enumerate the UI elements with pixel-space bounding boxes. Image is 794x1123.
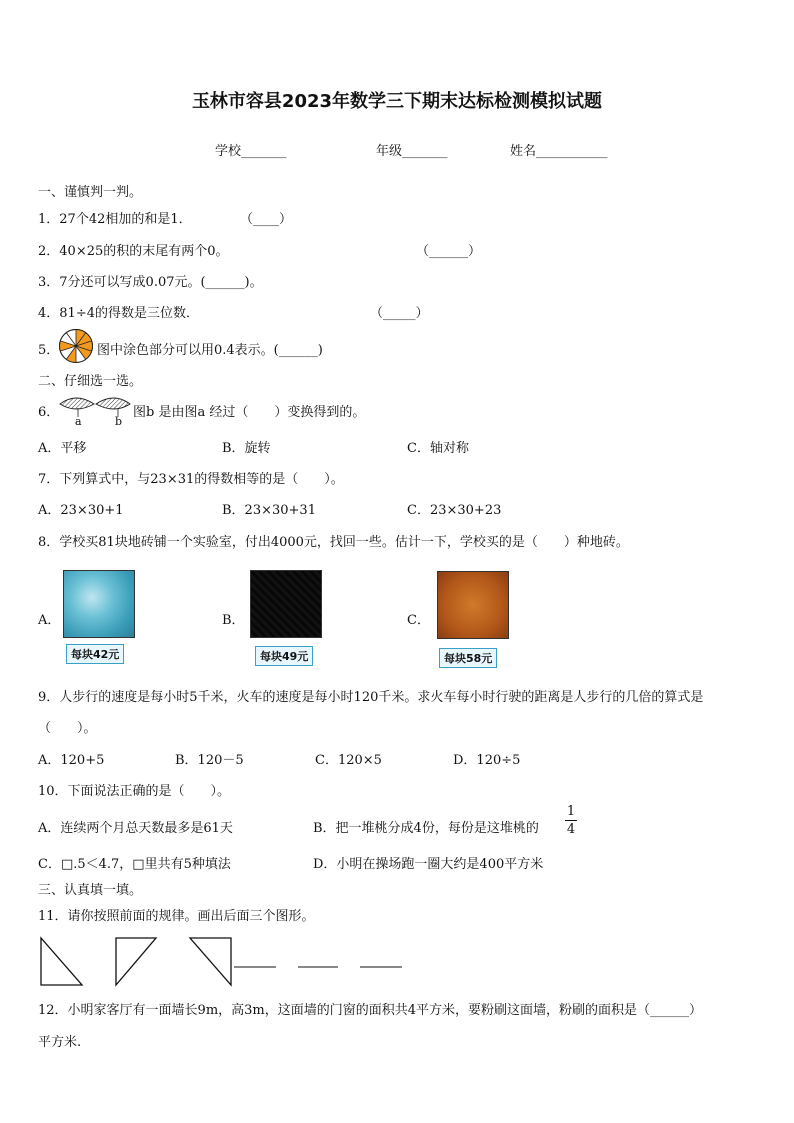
q8-option-c: C． [407,613,430,628]
fraction-numerator: 1 [566,804,576,819]
tile-a-price: 每块42元 [66,644,124,664]
question-9-blank: （ ）。 [38,721,97,736]
pie-figure [58,328,94,364]
q9-option-c: C．120×5 [315,753,382,768]
question-12-unit: 平方米. [38,1035,82,1050]
tile-c-price: 每块58元 [439,648,497,668]
question-4: 4．81÷4的得数是三位数． [38,306,199,321]
q9-option-d: D．120÷5 [453,753,521,768]
question-1-blank: （____） [240,212,293,227]
tile-a-image [63,570,135,638]
question-10: 10．下面说法正确的是（ ）。 [38,784,231,799]
tile-b-image [250,570,322,638]
q7-option-a: A．23×30+1 [38,503,124,518]
triangle-pattern [38,934,408,988]
question-2-blank: （______） [416,244,482,259]
fraction-one-quarter [565,804,577,837]
question-11: 11．请你按照前面的规律。画出后面三个图形。 [38,909,315,924]
question-8: 8．学校买81块地砖铺一个实验室，付出4000元，找回一些。估计一下，学校买的是（ ）种地砖。 [38,535,629,550]
section-1-heading: 一、谨慎判一判。 [38,185,143,200]
question-6: 图b 是由图a 经过（ ）变换得到的。 [133,405,366,420]
section-2-heading: 二、仔细选一选。 [38,374,143,389]
grade-field: 年级_______ [376,144,448,159]
q10-option-a: A．连续两个月总天数最多是61天 [38,821,233,836]
q8-option-a: A． [38,613,61,628]
question-7: 7．下列算式中，与23×31的得数相等的是（ ）。 [38,472,344,487]
question-5: 图中涂色部分可以用0.4表示。(______) [97,343,323,358]
section-3-heading: 三、认真填一填。 [38,883,143,898]
question-2: 2．40×25的积的末尾有两个0。 [38,244,229,259]
question-1: 1．27个42相加的和是1． [38,212,192,227]
name-field: 姓名___________ [510,144,608,159]
q6-option-c: C．轴对称 [407,441,469,456]
q10-option-d: D．小明在操场跑一圈大约是400平方米 [313,857,544,872]
figure-a-label: a [75,415,82,428]
question-9: 9．人步行的速度是每小时5千米，火车的速度是每小时120千米。求火车每小时行驶的距离是人步行的几倍的算式是 [38,690,704,705]
tile-c-image [437,571,509,639]
question-5-number: 5． [38,343,60,358]
q10-option-c: C．□.5＜4.7，□里共有5种填法 [38,857,231,872]
question-3: 3．7分还可以写成0.07元。(______)。 [38,275,263,290]
school-field: 学校_______ [215,144,287,159]
question-6-number: 6． [38,405,60,420]
figure-b-label: b [115,415,123,428]
q9-option-b: B．120－5 [175,753,244,768]
q7-option-b: B．23×30+31 [222,503,316,518]
q6-option-b: B．旋转 [222,441,271,456]
q9-option-a: A．120+5 [38,753,105,768]
q7-option-c: C．23×30+23 [407,503,502,518]
q10-option-b: B．把一堆桃分成4份，每份是这堆桃的 [313,821,539,836]
q8-option-b: B． [222,613,245,628]
question-4-blank: （_____） [370,306,429,321]
question-12: 12．小明家客厅有一面墙长9m，高3m，这面墙的门窗的面积共4平方米，要粉刷这面墙，粉刷的面积是（______） [38,1003,703,1018]
tile-b-price: 每块49元 [255,646,313,666]
q6-option-a: A．平移 [38,441,87,456]
fraction-denominator: 4 [566,822,576,837]
page-title: 玉林市容县2023年数学三下期末达标检测模拟试题 [191,91,603,112]
